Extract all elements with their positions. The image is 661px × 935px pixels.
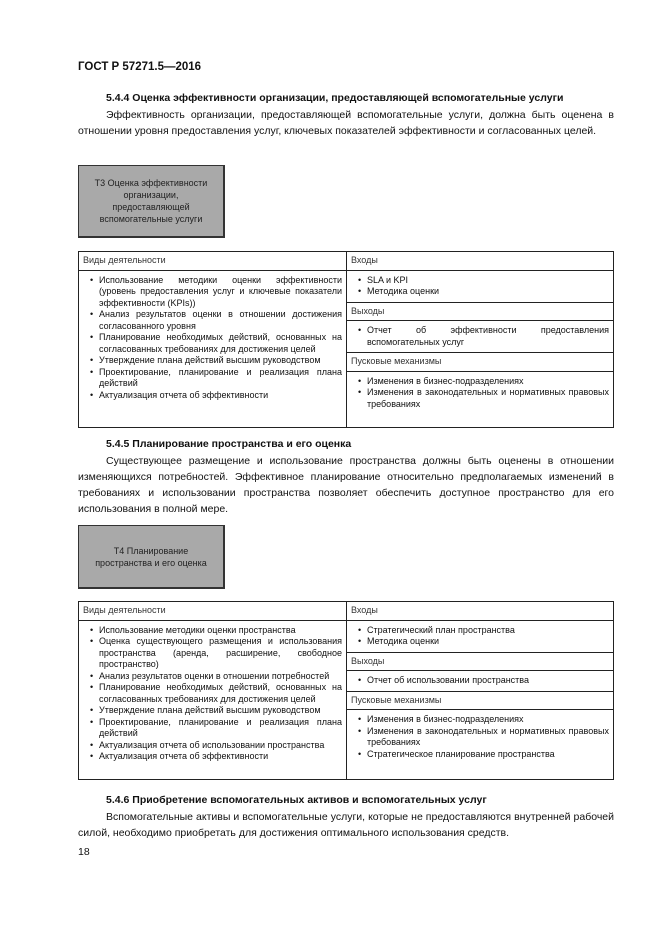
bullet-list — [87, 625, 342, 763]
section-heading: 5.4.4 Оценка эффективности организации, предоставляющей вспомогательные услуги — [106, 92, 564, 104]
page-number: 18 — [78, 846, 90, 858]
section-heading: 5.4.6 Приобретение вспомогательных активов и вспомогательных услуг — [106, 794, 487, 806]
list-item: • Анализ результатов оценки в отношении достижения согласованного уровня — [99, 309, 342, 332]
process-box: Т3 Оценка эффективности организации, предоставляющей вспомогательные услуги — [78, 165, 225, 238]
list-item: • Планирование необходимых действий, основанных на согласованных требованиях для достижения целей — [99, 332, 342, 355]
list-item: • SLA и KPI — [367, 275, 609, 287]
outputs-header: Выходы — [347, 653, 613, 672]
list-item: • Проектирование, планирование и реализация плана действий — [99, 367, 342, 390]
bullet-list — [355, 625, 609, 648]
io-column — [347, 602, 613, 779]
list-item: • Утверждение плана действий высшим руководством — [99, 705, 342, 717]
list-item: • Методика оценки — [367, 636, 609, 648]
list-item: • Утверждение плана действий высшим руководством — [99, 355, 342, 367]
activities-column — [79, 252, 347, 427]
list-item: • Актуализация отчета об эффективности — [99, 390, 342, 402]
list-item: • Использование методики оценки эффективности (уровень предоставления услуг и ключевые показатели эффективности (KPIs)) — [99, 275, 342, 310]
outputs-header: Выходы — [347, 303, 613, 322]
outputs-cell — [347, 321, 613, 353]
list-item: • Изменения в законодательных и нормативных правовых требованиях — [367, 726, 609, 749]
list-item: • Изменения в бизнес-подразделениях — [367, 376, 609, 388]
activities-column — [79, 602, 347, 779]
bullet-list — [87, 275, 342, 402]
triggers-header: Пусковые механизмы — [347, 692, 613, 711]
bullet-list — [355, 275, 609, 298]
list-item: • Оценка существующего размещения и использования пространства (аренда, расширение, свободное пространство) — [99, 636, 342, 671]
paragraph: Эффективность организации, предоставляющей вспомогательные услуги, должна быть оценена в отношении уровня предоставления услуг, ключевых показателей эффективности и согласованных целей. — [78, 109, 614, 137]
process-table — [78, 251, 614, 428]
triggers-cell — [347, 372, 613, 415]
inputs-header: Входы — [347, 602, 613, 621]
list-item: • Проектирование, планирование и реализация плана действий — [99, 717, 342, 740]
activities-cell — [79, 621, 346, 767]
list-item: • Анализ результатов оценки в отношении потребностей — [99, 671, 342, 683]
list-item: • Стратегическое планирование пространства — [367, 749, 609, 761]
io-column — [347, 252, 613, 427]
list-item: • Актуализация отчета об использовании пространства — [99, 740, 342, 752]
process-box: Т4 Планирование пространства и его оценка — [78, 525, 225, 589]
list-item: • Планирование необходимых действий, основанных на согласованных требованиях для достижения целей — [99, 682, 342, 705]
list-item: • Изменения в законодательных и нормативных правовых требованиях — [367, 387, 609, 410]
triggers-header: Пусковые механизмы — [347, 353, 613, 372]
activities-cell — [79, 271, 346, 406]
list-item: • Отчет об использовании пространства — [367, 675, 609, 687]
list-item: • Использование методики оценки пространства — [99, 625, 342, 637]
process-table — [78, 601, 614, 780]
bullet-list — [355, 675, 609, 687]
bullet-list — [355, 376, 609, 411]
list-item: • Актуализация отчета об эффективности — [99, 751, 342, 763]
bullet-list — [355, 714, 609, 760]
outputs-cell — [347, 671, 613, 692]
inputs-header: Входы — [347, 252, 613, 271]
document-header: ГОСТ Р 57271.5—2016 — [78, 61, 202, 73]
triggers-cell — [347, 710, 613, 764]
activities-header: Виды деятельности — [79, 252, 346, 271]
list-item: • Отчет об эффективности предоставления вспомогательных услуг — [367, 325, 609, 348]
list-item: • Изменения в бизнес-подразделениях — [367, 714, 609, 726]
paragraph: Вспомогательные активы и вспомогательные услуги, которые не предоставляются внутренней рабочей силой, необходимо приобретать для достижения оптимального использования средств. — [78, 811, 614, 839]
section-heading: 5.4.5 Планирование пространства и его оценка — [106, 438, 352, 450]
activities-header: Виды деятельности — [79, 602, 346, 621]
inputs-cell — [347, 271, 613, 303]
list-item: • Методика оценки — [367, 286, 609, 298]
inputs-cell — [347, 621, 613, 653]
bullet-list — [355, 325, 609, 348]
list-item: • Стратегический план пространства — [367, 625, 609, 637]
paragraph: Существующее размещение и использование пространства должны быть оценены в отношении изменяющихся потребностей. Эффективное планирование относительно предполагаемых изменений в требованиях и использовании пространства позволяет обеспечить доступное пространство для его использования в полной мере. — [78, 455, 614, 515]
